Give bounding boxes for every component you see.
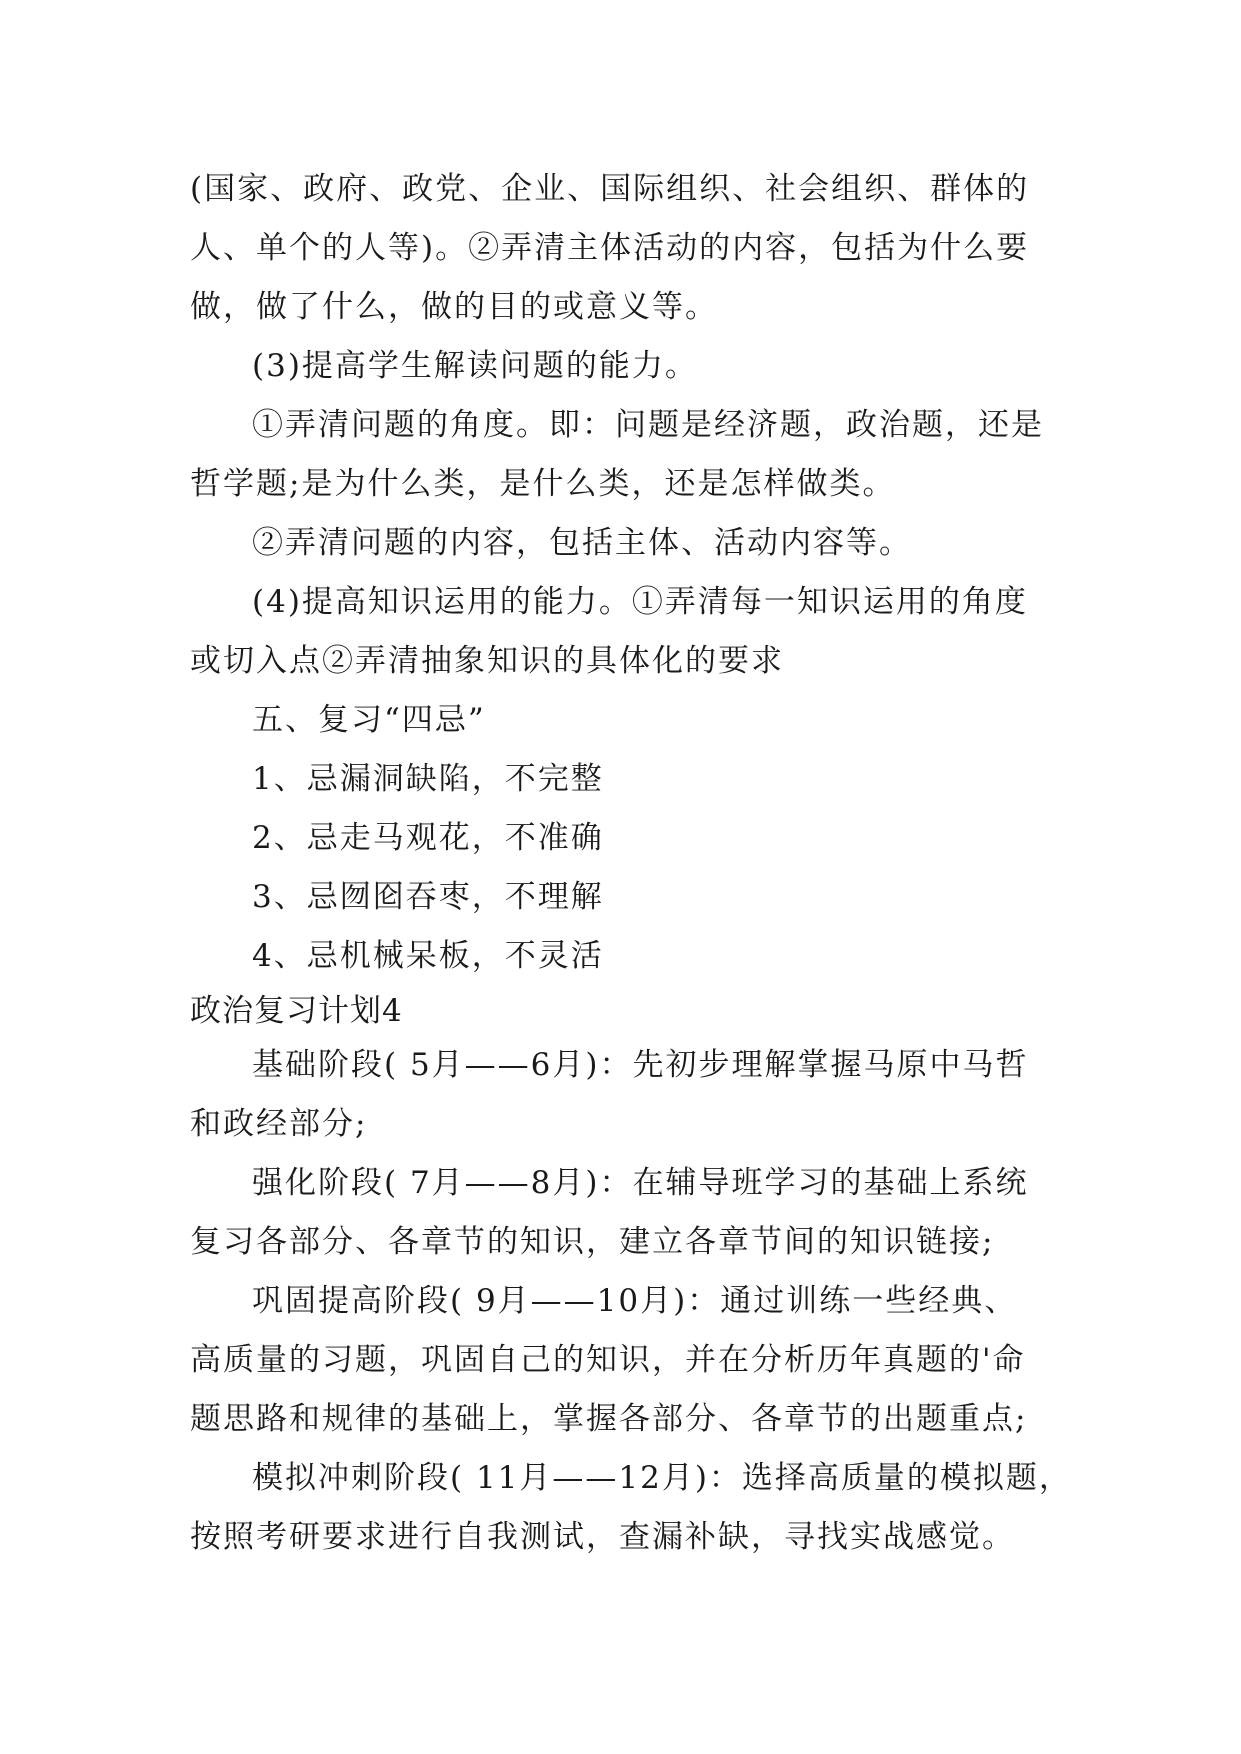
text-line: (3)提高学生解读问题的能力。 [252, 348, 698, 384]
list-item: 1、忌漏洞缺陷，不完整 [252, 761, 604, 797]
text-line: 或切入点②弄清抽象知识的具体化的要求 [190, 643, 784, 679]
text-line: 高质量的习题，巩固自己的知识，并在分析历年真题的'命 [190, 1342, 1026, 1378]
text-line: ①弄清问题的角度。即：问题是经济题，政治题，还是 [252, 407, 1044, 443]
text-line: 人、单个的人等)。②弄清主体活动的内容，包括为什么要 [190, 230, 1030, 266]
text-line: 题思路和规律的基础上，掌握各部分、各章节的出题重点; [190, 1401, 1028, 1437]
text-line: 基础阶段( 5月——6月)：先初步理解掌握马原中马哲 [252, 1047, 1029, 1083]
text-line: ②弄清问题的内容，包括主体、活动内容等。 [252, 525, 912, 561]
text-line: 按照考研要求进行自我测试，查漏补缺，寻找实战感觉。 [190, 1519, 1015, 1555]
text-line: (4)提高知识运用的能力。①弄清每一知识运用的角度 [252, 584, 1028, 620]
document-body [190, 160, 1072, 1567]
text-line: (国家、政府、政党、企业、国际组织、社会组织、群体的 [190, 171, 1030, 207]
section-heading: 五、复习“四忌” [252, 702, 486, 738]
text-line: 强化阶段( 7月——8月)：在辅导班学习的基础上系统 [252, 1165, 1029, 1201]
text-line: 模拟冲刺阶段( 11月——12月)：选择高质量的模拟题， [252, 1460, 1072, 1496]
text-line: 和政经部分; [190, 1106, 368, 1142]
plan-title: 政治复习计划4 [190, 993, 403, 1029]
list-item: 4、忌机械呆板，不灵活 [252, 938, 604, 974]
text-line: 哲学题;是为什么类，是什么类，还是怎样做类。 [190, 466, 896, 502]
text-line: 巩固提高阶段( 9月——10月)：通过训练一些经典、 [252, 1283, 1018, 1319]
list-item: 2、忌走马观花，不准确 [252, 820, 604, 856]
text-line: 做，做了什么，做的目的或意义等。 [190, 289, 718, 325]
text-line: 复习各部分、各章节的知识，建立各章节间的知识链接; [190, 1224, 995, 1260]
list-item: 3、忌囫囵吞枣，不理解 [252, 879, 604, 915]
